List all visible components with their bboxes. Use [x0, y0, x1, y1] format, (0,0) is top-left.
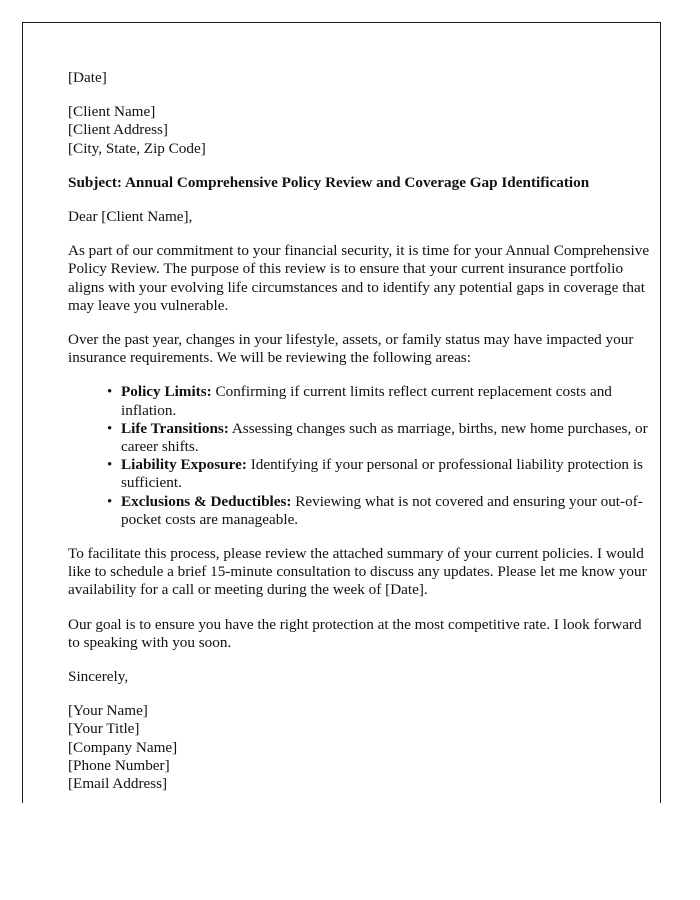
signature-title: [Your Title] [68, 720, 140, 738]
review-areas-list [68, 383, 656, 529]
signature-name: [Your Name] [68, 702, 148, 720]
intro-paragraph: As part of our commitment to your financial security, it is time for your Annual Comprehensive Policy Review. The purpose of this review is to ensure that your current insurance portfolio aligns with your evolving life circumstances and to identify any potential gaps in coverage that may leave you vulnerable. [68, 242, 650, 314]
list-item-description: Assessing changes such as marriage, births, new home purchases, or career shifts. [121, 419, 648, 456]
list-item-description: Identifying if your personal or professional liability protection is sufficient. [121, 456, 643, 492]
date-placeholder: [Date] [68, 69, 107, 86]
sign-off-block [68, 668, 656, 686]
document-page [22, 22, 661, 803]
recipient-address: [Client Address] [68, 121, 168, 139]
action-paragraph-block [68, 545, 656, 600]
salutation-block [68, 208, 656, 226]
closing-paragraph-block [68, 616, 656, 652]
signature-email: [Email Address] [68, 775, 168, 793]
list-item-term: Policy Limits: [121, 383, 212, 401]
list-item [108, 383, 656, 419]
list-item-description: Confirming if current limits reflect current replacement costs and inflation. [121, 383, 612, 419]
list-item-term: Liability Exposure: [121, 456, 247, 474]
date-block [68, 69, 656, 87]
signature-block [68, 702, 656, 793]
closing-paragraph: Our goal is to ensure you have the right protection at the most competitive rate. I look forward to speaking with you soon. [68, 615, 642, 651]
recipient-name: [Client Name] [68, 103, 156, 121]
list-item-description: Reviewing what is not covered and ensuring your out-of-pocket costs are manageable. [121, 492, 643, 528]
action-paragraph: To facilitate this process, please review the attached summary of your current policies. I would like to schedule a brief 15-minute consultation to discuss any updates. Please let me know your availability for a call or meeting during the week of [Date]. [68, 545, 647, 599]
list-item [108, 456, 656, 492]
review-areas-block [68, 383, 656, 529]
salutation: Dear [Client Name], [68, 208, 193, 226]
signature-phone: [Phone Number] [68, 756, 170, 774]
lead-in-paragraph: Over the past year, changes in your lifestyle, assets, or family status may have impacted your insurance requirements. We will be reviewing the following areas: [68, 331, 634, 367]
recipient-city-state-zip: [City, State, Zip Code] [68, 139, 206, 157]
list-item-term: Life Transitions: [121, 419, 229, 437]
list-item-term: Exclusions & Deductibles: [121, 492, 292, 510]
list-item [108, 493, 656, 529]
subject-block [68, 174, 656, 192]
subject-line: Subject: Annual Comprehensive Policy Review and Coverage Gap Identification [68, 173, 590, 191]
letter-content [68, 69, 656, 793]
list-item [108, 420, 656, 456]
sign-off: Sincerely, [68, 668, 129, 686]
intro-paragraph-block [68, 242, 656, 315]
signature-company: [Company Name] [68, 738, 178, 756]
lead-in-paragraph-block [68, 331, 656, 367]
recipient-address-block [68, 103, 656, 158]
